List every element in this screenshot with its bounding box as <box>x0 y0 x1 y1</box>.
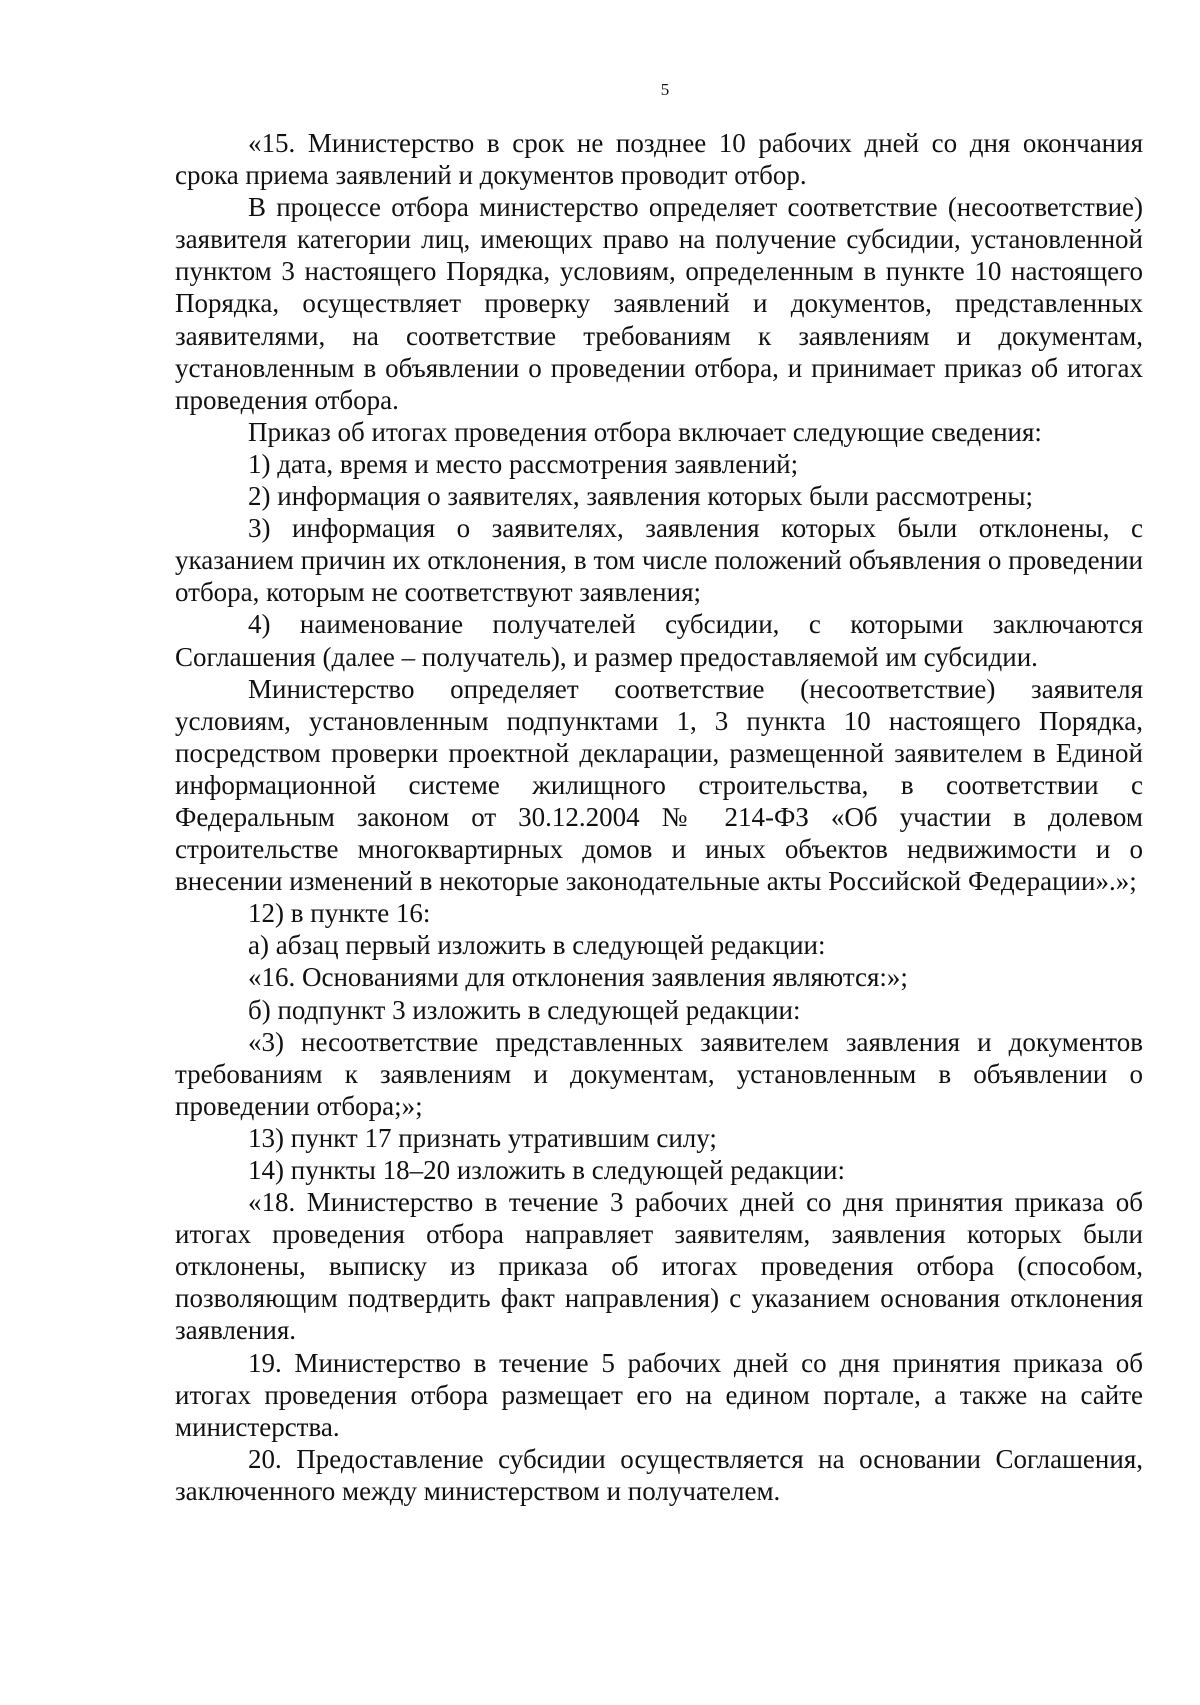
paragraph: 2) информация о заявителях, заявления которых были рассмотрены; <box>248 481 1034 512</box>
paragraph: б) подпункт 3 изложить в следующей редакции: <box>248 994 801 1025</box>
paragraph: Министерство определяет соответствие (несоответствие) заявителя условиям, установленным подпунктами 1, 3 пункта 10 настоящего Порядка, посредством проверки проектной декларации, размещенной заявителем в Единой информационной системе жилищного строительства, в соответствии с Федеральным законом от 30.12.2004 № 214-ФЗ «Об участии в долевом строительстве многоквартирных домов и иных объектов недвижимости и о внесении изменений в некоторые законодательные акты Российской Федерации».»; <box>175 673 1143 897</box>
paragraph: 4) наименование получателей субсидии, с которыми заключаются Соглашения (далее – получатель), и размер предоставляемой им субсидии. <box>175 609 1143 672</box>
document-body <box>175 127 1143 1507</box>
paragraph: а) абзац первый изложить в следующей редакции: <box>248 930 826 961</box>
paragraph: 1) дата, время и место рассмотрения заявлений; <box>248 448 799 479</box>
paragraph: «15. Министерство в срок не позднее 10 рабочих дней со дня окончания срока приема заявлений и документов проводит отбор. <box>175 128 1143 191</box>
paragraph: В процессе отбора министерство определяет соответствие (несоответствие) заявителя категории лиц, имеющих право на получение субсидии, установленной пунктом 3 настоящего Порядка, условиям, определенным в пункте 10 настоящего Порядка, осуществляет проверку заявлений и документов, представленных заявителями, на соответствие требованиям к заявлениям и документам, установленным в объявлении о проведении отбора, и принимает приказ об итогах проведения отбора. <box>175 192 1143 415</box>
paragraph: Приказ об итогах проведения отбора включает следующие сведения: <box>248 416 1042 447</box>
paragraph: 19. Министерство в течение 5 рабочих дней со дня принятия приказа об итогах проведения отбора размещает его на едином портале, а также на сайте министерства. <box>175 1347 1143 1442</box>
paragraph: 12) в пункте 16: <box>248 898 431 929</box>
paragraph: «18. Министерство в течение 3 рабочих дней со дня принятия приказа об итогах проведения отбора направляет заявителям, заявления которых были отклонены, выписку из приказа об итогах проведения отбора (способом, позволяющим подтвердить факт направления) с указанием основания отклонения заявления. <box>175 1187 1143 1346</box>
paragraph: 14) пункты 18–20 изложить в следующей редакции: <box>248 1155 846 1185</box>
paragraph: «3) несоответствие представленных заявителем заявления и документов требованиям к заявлениям и документам, установленным в объявлении о проведении отбора;»; <box>175 1026 1143 1121</box>
page-number: 5 <box>660 80 670 99</box>
paragraph: 20. Предоставление субсидии осуществляется на основании Соглашения, заключенного между министерством и получателем. <box>175 1443 1143 1506</box>
paragraph: «16. Основаниями для отклонения заявления являются:»; <box>248 962 908 993</box>
paragraph: 3) информация о заявителях, заявления которых были отклонены, с указанием причин их отклонения, в том числе положений объявления о проведении отбора, которым не соответствуют заявления; <box>175 513 1143 608</box>
paragraph: 13) пункт 17 признать утратившим силу; <box>248 1122 717 1153</box>
